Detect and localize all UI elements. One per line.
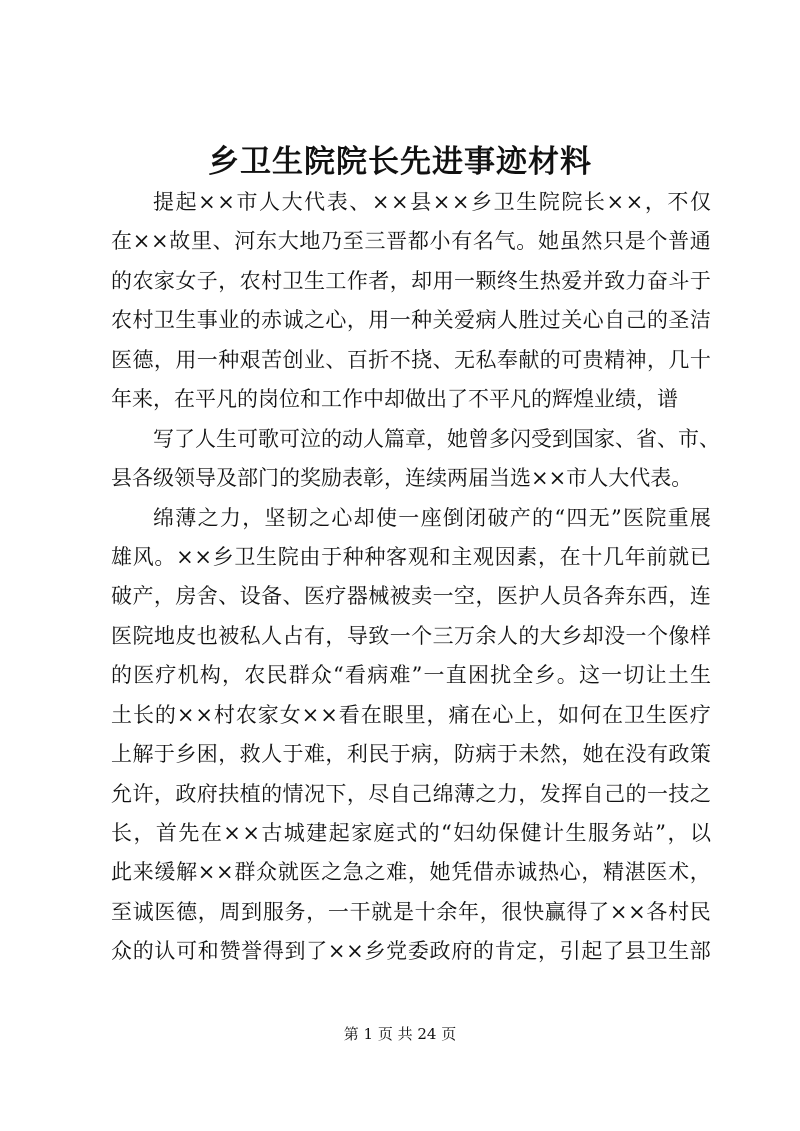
- text-line: 土 长 的 × × 村 农 家 女 × × 看 在 眼 里 ， 痛 在 心 上 ， 如 何 在 卫 生 医 疗: [111, 702, 711, 727]
- text-line: 破 产 ， 房 舍 、 设 备 、 医 疗 器 械 被 卖 一 空 ， 医 护 人 员 各 奔 东 西 ， 连: [111, 584, 711, 609]
- text-line: 众 的 认 可 和 赞 誉 得 到 了 × × 乡 党 委 政 府 的 肯 定 ， 引 起 了 县 卫 生 部: [111, 939, 711, 964]
- text-line: 至 诚 医 德 ， 周 到 服 务 ， 一 干 就 是 十 余 年 ， 很 快 赢 得 了 × × 各 村 民: [111, 899, 711, 924]
- text-line: 上 解 于 乡 困 ， 救 人 于 难 ， 利 民 于 病 ， 防 病 于 未 然 ， 她 在 没 有 政 策: [111, 742, 711, 767]
- text-line: 此 来 缓 解 × × 群 众 就 医 之 急 之 难 ， 她 凭 借 赤 诚 热 心 ， 精 湛 医 术 ，: [111, 860, 711, 885]
- text-line: 允 许 ， 政 府 扶 植 的 情 况 下 ， 尽 自 己 绵 薄 之 力 ， 发 挥 自 己 的 一 技 之: [111, 781, 711, 806]
- text-line: 的 医 疗 机 构 ， 农 民 群 众 “ 看 病 难 ” 一 直 困 扰 全 乡 。 这 一 切 让 土 生: [111, 663, 711, 688]
- document-title: 乡卫生院院长先进事迹材料: [208, 144, 592, 180]
- page-number-footer: 第 1 页 共 24 页: [343, 1025, 457, 1043]
- text-line: 农 村 卫 生 事 业 的 赤 诚 之 心 ， 用 一 种 关 爱 病 人 胜 过 关 心 自 己 的 圣 洁: [111, 308, 711, 333]
- text-line: 年来，在平凡的岗位和工作中却做出了不平凡的辉煌业绩，谱: [111, 387, 678, 412]
- text-line: 医 院 地 皮 也 被 私 人 占 有 ， 导 致 一 个 三 万 余 人 的 大 乡 却 没 一 个 像 样: [111, 623, 711, 648]
- text-line: 长 ， 首 先 在 × × 古 城 建 起 家 庭 式 的 “ 妇 幼 保 健 计 生 服 务 站 ” ， 以: [111, 821, 711, 845]
- text-line: 绵 薄 之 力 ， 坚 韧 之 心 却 使 一 座 倒 闭 破 产 的 “ 四 无 ” 医 院 重 展: [153, 505, 711, 530]
- text-line: 的 农 家 女 子 ， 农 村 卫 生 工 作 者 ， 却 用 一 颗 终 生 热 爱 并 致 力 奋 斗 于: [111, 268, 711, 293]
- text-line: 写 了 人 生 可 歌 可 泣 的 动 人 篇 章 ， 她 曾 多 闪 受 到 国 家 、 省 、 市 、: [153, 426, 720, 451]
- document-body: [111, 183, 720, 972]
- text-line: 县各级领导及部门的奖励表彰，连续两届当选××市人大代表。: [111, 466, 693, 491]
- text-line: 提 起 × × 市 人 大 代 表 、 × × 县 × × 乡 卫 生 院 院 长 × × ， 不 仅: [153, 190, 711, 214]
- text-line: 在 × × 故 里 、 河 东 大 地 乃 至 三 晋 都 小 有 名 气 。 她 虽 然 只 是 个 普 通: [111, 229, 711, 254]
- text-line: 医 德 ， 用 一 种 艰 苦 创 业 、 百 折 不 挠 、 无 私 奉 献 的 可 贵 精 神 ， 几 十: [111, 347, 711, 372]
- text-line: 雄 风 。 × × 乡 卫 生 院 由 于 种 种 客 观 和 主 观 因 素 ， 在 十 几 年 前 就 已: [111, 544, 711, 569]
